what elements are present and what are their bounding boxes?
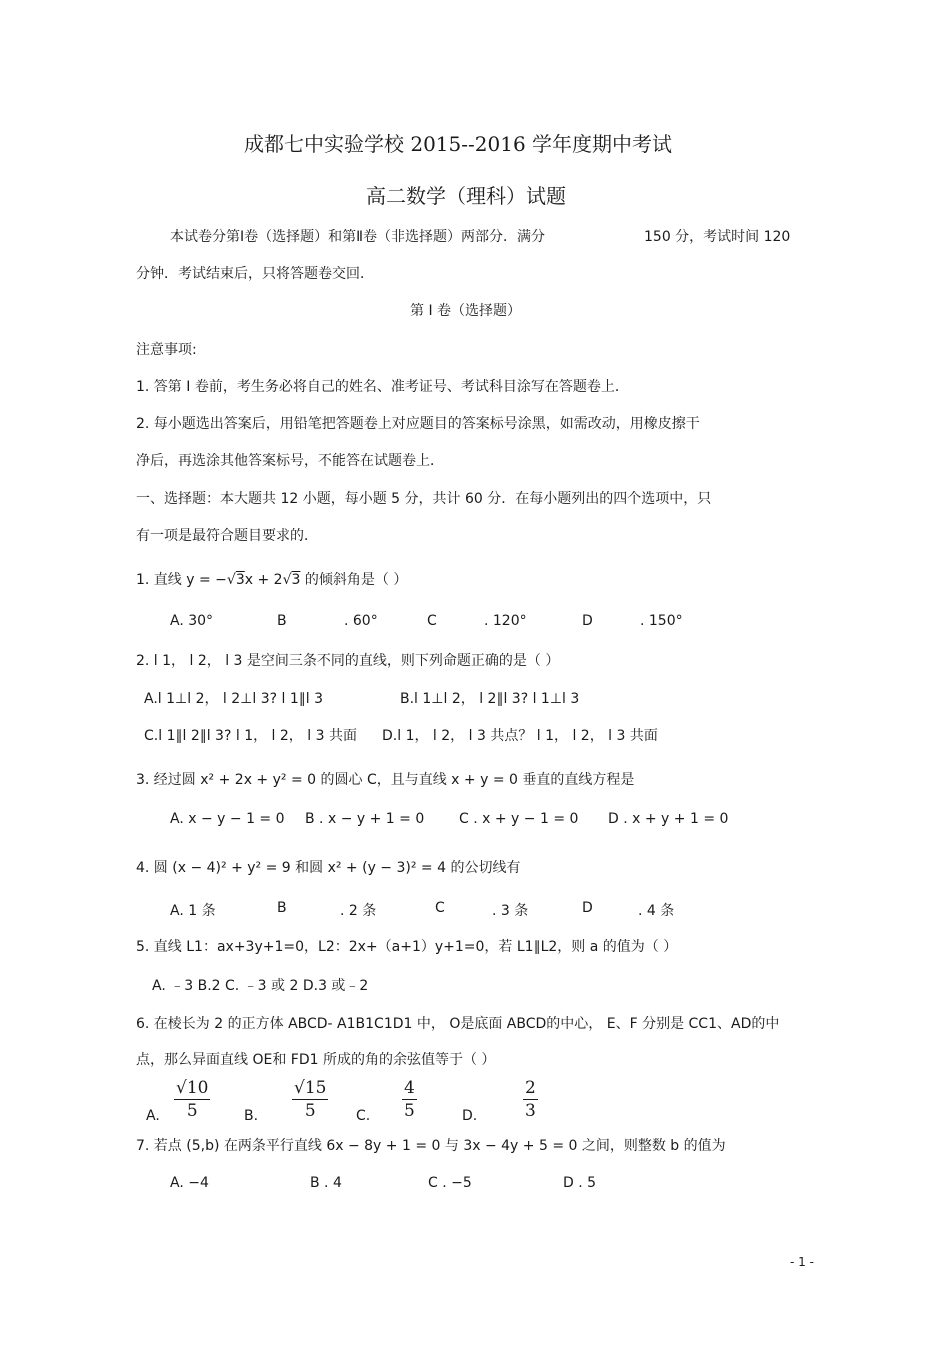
question-6-stem-b: 点，那么异面直线 OE和 FD1 所成的角的余弦值等于（ ）	[136, 1052, 496, 1068]
fraction-numerator: 2	[525, 1078, 536, 1098]
note-2a: 2. 每小题选出答案后，用铅笔把答题卷上对应题目的答案标号涂黑，如需改动，用橡皮擦干	[136, 416, 700, 432]
fraction-denominator: 3	[525, 1101, 536, 1121]
q4-option-b-label: B	[277, 900, 287, 916]
q4-option-b: . 2 条	[340, 903, 377, 919]
fraction-denominator: 5	[404, 1101, 415, 1121]
fraction-numerator: √15	[294, 1078, 327, 1098]
q1-option-a: A. 30°	[170, 613, 214, 629]
question-3-stem: 3. 经过圆 x² + 2x + y² = 0 的圆心 C，且与直线 x + y = 0 垂直的直线方程是	[136, 772, 635, 788]
question-5-stem: 5. 直线 L1：ax+3y+1=0，L2：2x+（a+1）y+1=0，若 L1∥L2，则 a 的值为（ ）	[136, 939, 678, 955]
question-7-stem: 7. 若点 (5,b) 在两条平行直线 6x − 8y + 1 = 0 与 3x − 4y + 5 = 0 之间，则整数 b 的值为	[136, 1138, 726, 1154]
fraction-denominator: 5	[186, 1101, 198, 1121]
q6-option-a-label: A.	[146, 1108, 160, 1124]
part1-line-1: 一、选择题：本大题共 12 小题，每小题 5 分，共计 60 分．在每小题列出的四个选项中，只	[136, 491, 712, 507]
q4-option-d: . 4 条	[638, 903, 675, 919]
question-2-stem: 2. l 1， l 2， l 3 是空间三条不同的直线，则下列命题正确的是（ ）	[136, 653, 560, 669]
intro-line-1b: 150 分，考试时间 120	[644, 229, 791, 245]
q2-option-b: B.l 1⊥l 2， l 2∥l 3? l 1⊥l 3	[400, 691, 580, 707]
q1-stem-a: 1. 直线 y = −	[136, 572, 227, 588]
q3-option-d: D . x + y + 1 = 0	[608, 811, 729, 827]
exam-title: 成都七中实验学校 2015--2016 学年度期中考试	[244, 132, 673, 156]
question-6-stem-a: 6. 在棱长为 2 的正方体 ABCD- A1B1C1D1 中， O是底面 ABCD的中心， E、F 分别是 CC1、AD的中	[136, 1016, 780, 1032]
fraction-numerator: 4	[404, 1078, 415, 1098]
q2-option-c: C.l 1∥l 2∥l 3? l 1， l 2， l 3 共面	[144, 728, 357, 744]
note-1: 1. 答第 Ⅰ 卷前，考生务必将自己的姓名、准考证号、考试科目涂写在答题卷上．	[136, 379, 629, 395]
part1-line-2: 有一项是最符合题目要求的．	[136, 528, 318, 544]
q4-option-c-label: C	[435, 900, 445, 916]
q6-option-d-fraction	[523, 1078, 538, 1121]
q6-option-c-fraction	[402, 1078, 417, 1121]
q1-sqrt-2: 3	[291, 572, 301, 588]
note-2b: 净后，再选涂其他答案标号，不能答在试题卷上．	[136, 453, 444, 469]
q3-option-c: C . x + y − 1 = 0	[459, 811, 579, 827]
sqrt-symbol: √	[226, 572, 236, 588]
q4-option-a: A. 1 条	[170, 903, 216, 919]
question-1-stem	[136, 569, 407, 589]
q6-option-d-label: D.	[462, 1108, 478, 1124]
q7-option-c: C . −5	[428, 1175, 472, 1191]
q7-option-a: A. −4	[170, 1175, 209, 1191]
q2-option-d: D.l 1， l 2， l 3 共点？ l 1， l 2， l 3 共面	[382, 728, 658, 744]
q6-option-b-label: B.	[244, 1108, 259, 1124]
q7-option-d: D . 5	[563, 1175, 597, 1191]
q6-option-c-label: C.	[356, 1108, 371, 1124]
fraction-denominator: 5	[304, 1101, 316, 1121]
intro-line-2: 分钟．考试结束后，只将答题卷交回．	[136, 266, 374, 282]
question-4-stem: 4. 圆 (x − 4)² + y² = 9 和圆 x² + (y − 3)² = 4 的公切线有	[136, 860, 521, 876]
q3-option-b: B . x − y + 1 = 0	[305, 811, 425, 827]
exam-subtitle: 高二数学（理科）试题	[366, 184, 566, 208]
q1-sqrt-1: 3	[235, 572, 245, 588]
q7-option-b: B . 4	[310, 1175, 342, 1191]
q1-option-b: . 60°	[344, 613, 378, 629]
notes-title: 注意事项:	[136, 342, 197, 358]
q1-stem-b: x + 2	[244, 572, 283, 588]
q1-option-b-label: B	[277, 613, 287, 629]
q6-option-b-fraction	[292, 1078, 328, 1121]
section-heading: 第 Ⅰ 卷（选择题）	[410, 303, 522, 319]
q1-option-d: . 150°	[640, 613, 683, 629]
q1-option-c-label: C	[427, 613, 437, 629]
q1-option-c: . 120°	[484, 613, 527, 629]
q3-option-a: A. x − y − 1 = 0	[170, 811, 285, 827]
fraction-numerator: √10	[176, 1078, 209, 1098]
page-number: - 1 -	[790, 1255, 814, 1269]
q4-option-d-label: D	[582, 900, 593, 916]
q1-stem-c: 的倾斜角是（ ）	[300, 572, 408, 588]
q6-option-a-fraction	[174, 1078, 210, 1121]
sqrt-symbol: √	[282, 572, 292, 588]
intro-line-1a: 本试卷分第Ⅰ卷（选择题）和第Ⅱ卷（非选择题）两部分．满分	[170, 229, 546, 245]
q2-option-a: A.l 1⊥l 2， l 2⊥l 3? l 1∥l 3	[144, 691, 323, 707]
q5-options: A. ﹣3 B.2 C. ﹣3 或 2 D.3 或﹣2	[152, 978, 369, 994]
q4-option-c: . 3 条	[492, 903, 529, 919]
q1-option-d-label: D	[582, 613, 593, 629]
